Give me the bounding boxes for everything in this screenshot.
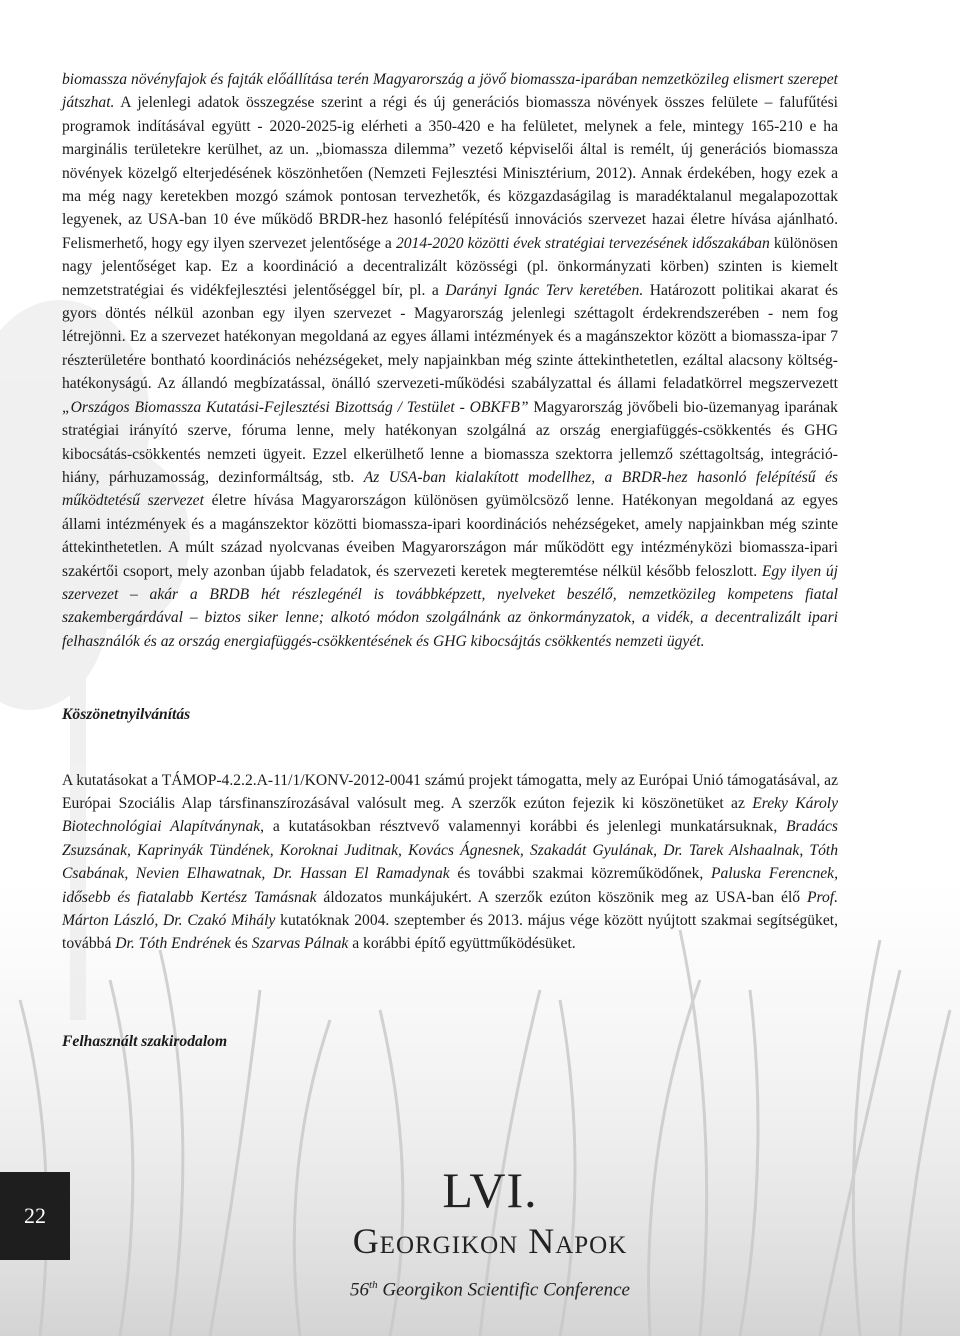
text-italic: Az USA-ban kialakított modellhez, a BRDR-hez hasonló felépítésű és működtetésű szervezet bbox=[62, 468, 838, 510]
literature-heading: Felhasznált szakirodalom bbox=[62, 1032, 228, 1050]
text-span: , a kutatásokban résztvevő valamennyi korábbi és jelenlegi munkatársuknak, bbox=[260, 818, 787, 836]
paragraph-biomass bbox=[62, 68, 838, 653]
text-span: és bbox=[230, 935, 252, 953]
text-italic: Ereky Károly Biotechnológiai Alapítványnak bbox=[62, 794, 838, 836]
acknowledgement-paragraph bbox=[62, 769, 838, 956]
acknowledgement-heading: Köszönetnyilvánítás bbox=[62, 706, 191, 724]
text-italic: Paluska Ferencnek, idősebb és fiatalabb Kertész Tamásnak bbox=[62, 865, 838, 906]
text-span: a korábbi építő együttműködésüket. bbox=[348, 935, 576, 953]
text-span: és további szakmai közreműködőnek, bbox=[449, 865, 711, 883]
conference-number: LVI. bbox=[442, 1162, 538, 1218]
text-span: kutatóknak 2004. szeptember és 2013. május vége között nyújtott szakmai segítségüket, továbbá bbox=[62, 912, 838, 953]
conference-subtitle-sup: th bbox=[369, 1279, 378, 1291]
text-span: különösen nagy jelentőséget kap. Ez a koordináció a decentralizált közösségi (pl. önkormányzati körben) szinten is kiemelt nemzetstratégiai és vidékfejlesztési jelentőséggel bír, pl. a bbox=[62, 234, 838, 299]
text-span: A kutatásokat a TÁMOP-4.2.2.A-11/1/KONV-2012-0041 számú projekt támogatta, mely az Európai Unió támogatásával, az Európai Szociális Alap társfinanszírozásával valósult meg. A szerzők ezúton fejezik ki köszönetüket az bbox=[62, 771, 838, 812]
conference-banner bbox=[280, 1162, 700, 1303]
text-italic: Bradács Zsuzsának, Kaprinyák Tündének, Koroknai Juditnak, Kovács Ágnesnek, Szakadát Gyulának, Dr. Tarek Alshaalnak, Tóth Csabának, Nevien Elhawatnak, Dr. Hassan El Ramadynak bbox=[62, 818, 838, 883]
page-number bbox=[0, 1172, 70, 1260]
text-italic: Egy ilyen új szervezet – akár a BRDB hét részlegénél is továbbképzett, nyelveket beszélő, nemzetközileg kompetens fiatal szakembergárdával – biztos siker lenne; alkotó módon szolgálnánk az önkormányzatok, a vidék, a decentralizált ipari felhasználók és az ország energiafüggés-csökkentésének és GHG kibocsájtás csökkentés nemzeti ügyét. bbox=[62, 562, 838, 650]
text-italic: biomassza növényfajok és fajták előállítása terén Magyarország a jövő biomassza-iparában nemzetközileg elismert szerepet játszhat. bbox=[62, 71, 838, 112]
text-span: Magyarország jövőbeli bio-üzemanyag iparának stratégiai irányító szerve, fóruma lenne, mely hatékonyan szolgálná az ország energiafüggés-csökkentés és GHG kibocsátás-csökkentés nemzeti ügyeit. Ezzel elkerülhető lenne a biomassza szektorra jellemző széttagoltság, integráció-hiány, párhuzamosság, dezinformáltság, stb. bbox=[62, 398, 838, 486]
conference-subtitle-number: 56 bbox=[350, 1279, 370, 1301]
text-span: életre hívása Magyarországon különösen gyümölcsöző lenne. Hatékonyan megoldaná az egyes állami intézmények és a magánszektor közötti biomassza-ipari koordinációs nehézségeket, amely napjainkban még szinte áttekinthetetlen. A múlt század nyolcvanas éveiben Magyarországon már működött egy intézményközi biomassza-ipari szakértői csoport, mely azonban újabb feladatok, és szervezeti keretek megteremtése nélkül később feloszlott. bbox=[62, 492, 838, 580]
text-italic: Prof. Márton László, Dr. Czakó Mihály bbox=[62, 888, 838, 929]
text-italic: 2014-2020 közötti évek stratégiai tervezésének időszakában bbox=[395, 234, 770, 252]
text-span: áldozatos munkájukért. A szerzők ezúton köszönik meg az USA-ban élő bbox=[316, 888, 807, 906]
text-span: A jelenlegi adatok összegzése szerint a régi és új generációs biomassza növények összes felülete – falufűtési programok indításával együtt - 2020-2025-ig elérheti a 350-420 e ha felületet, melynek a fele, mintegy 165-210 e ha marginális területekre kerülhet, az un. „biomassza dilemma” vezető képviselői által is remélt, új generációs biomassza növények közelgő elterjedésének köszönhetően (Nemzeti Fejlesztési Minisztérium, 2012). Annak érdekében, hogy ezek a ma még nagy keretekben mozgó számok pontosan tervezhetők, és közgazdaságilag is maradéktalanul megalapozottak legyenek, az USA-ban 10 éve működő BRDR-hez hasonló felépítésű innovációs szervezet hazai életre hívása ajánlható. Felismerhető, hogy egy ilyen szervezet jelentősége a bbox=[62, 94, 838, 252]
page-number-text: 22 bbox=[24, 1203, 46, 1228]
conference-name: Georgikon Napok bbox=[352, 1221, 628, 1261]
article-body bbox=[62, 68, 838, 1053]
text-italic: Szarvas Pálnak bbox=[251, 935, 349, 953]
conference-subtitle bbox=[280, 1272, 700, 1303]
text-italic: Dr. Tóth Endrének bbox=[115, 935, 231, 953]
text-italic: „Országos Biomassza Kutatási-Fejlesztési Bizottság / Testület - OBKFB” bbox=[62, 398, 529, 416]
text-italic: Darányi Ignác Terv keretében. bbox=[445, 281, 644, 299]
text-span: Határozott politikai akarat és gyors döntés nélkül azonban egy ilyen szervezet - Magyarország jelenlegi széttagolt érdekrendszerében - nem fog létrejönni. Ez a szervezet hatékonyan megoldaná az egyes állami intézmények és a magánszektor között a biomassza-ipar 7 részterületére bontható koordinációs nehézségeket, mely napjainkban még szinte áttekinthetetlen, ezáltal alacsony költség-hatékonyságú. Az állandó megbízatással, önálló szervezeti-működési szabályzattal és állami feladatkörrel megszervezett bbox=[62, 281, 838, 393]
conference-subtitle-rest: Georgikon Scientific Conference bbox=[377, 1279, 630, 1301]
